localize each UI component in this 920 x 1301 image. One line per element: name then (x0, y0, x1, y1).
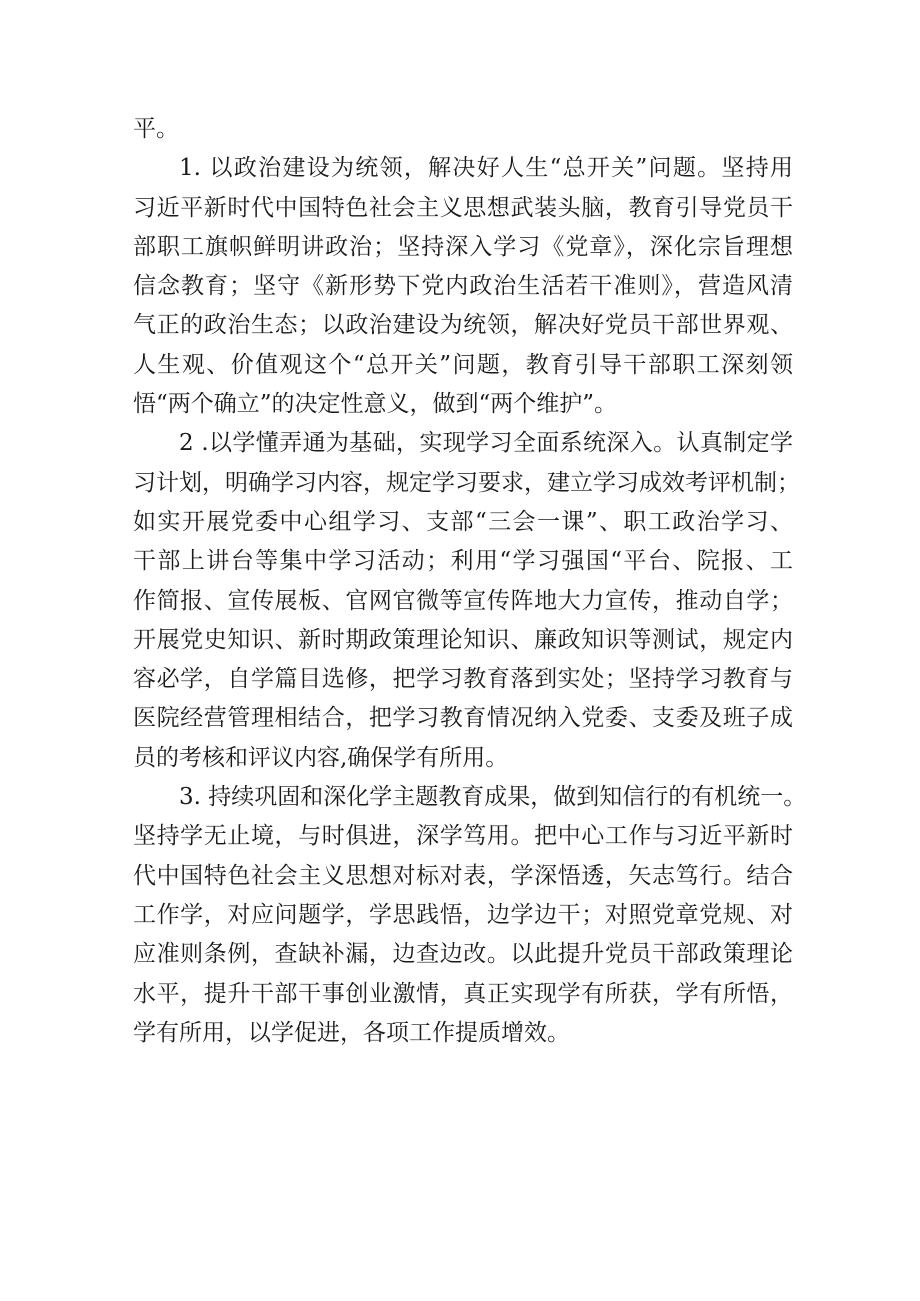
text-line: 开展党史知识、新时期政策理论知识、廉政知识等测试，规定内 (133, 626, 793, 653)
text-line: 气正的政治生态；以政治建设为统领，解决好党员干部世界观、 (133, 312, 793, 339)
text-line: 3. 持续巩固和深化学主题教育成果，做到知信行的有机统一。 (179, 784, 807, 811)
document-body (133, 110, 807, 1053)
text-line: 坚持学无止境，与时俱进，深学笃用。把中心工作与习近平新时 (133, 823, 793, 850)
text-line: 如实开展党委中心组学习、支部“三会一课”、职工政治学习、 (133, 508, 793, 535)
text-line: 医院经营管理相结合，把学习教育情况纳入党委、支委及班子成 (133, 705, 793, 732)
text-line: 员的考核和评议内容,确保学有所用。 (133, 744, 509, 771)
text-line: 习近平新时代中国特色社会主义思想武装头脑，教育引导党员干 (133, 194, 793, 221)
paragraph-continuation (133, 110, 793, 149)
text-line: 习计划，明确学习内容，规定学习要求，建立学习成效考评机制； (133, 469, 800, 496)
text-line: 干部上讲台等集中学习活动；利用“学习强国“平台、院报、工 (133, 548, 793, 575)
paragraph-item-2 (133, 424, 800, 778)
text-line: 学有所用，以学促进，各项工作提质增效。 (133, 1019, 570, 1046)
text-line: 人生观、价值观这个“总开关”问题，教育引导干部职工深刻领 (133, 351, 793, 378)
text-line: 部职工旗帜鲜明讲政治；坚持深入学习《党章》，深化宗旨理想 (133, 233, 793, 260)
text-line: 代中国特色社会主义思想对标对表，学深悟透，矢志笃行。结合 (133, 862, 793, 889)
text-line: 作简报、宣传展板、官网官微等宣传阵地大力宣传，推动自学； (133, 587, 793, 614)
paragraph-item-1 (133, 149, 793, 424)
text-line: 悟“两个确立”的决定性意义，做到“两个维护”。 (133, 391, 618, 418)
text-line: 容必学，自学篇目选修，把学习教育落到实处；坚持学习教育与 (133, 666, 793, 693)
text-line: 水平，提升干部干事创业激情，真正实现学有所获，学有所悟， (133, 980, 793, 1007)
paragraph-item-3 (133, 778, 807, 1053)
text-line: 应准则条例，查缺补漏，边查边改。以此提升党员干部政策理论 (133, 941, 793, 968)
text-line: 信念教育；坚守《新形势下党内政治生活若干准则》，营造风清 (133, 273, 793, 300)
text-line: 1. 以政治建设为统领，解决好人生“总开关”问题。坚持用 (179, 155, 793, 182)
text-line: 工作学，对应问题学，学思践悟，边学边干；对照党章党规、对 (133, 901, 793, 928)
text-line: 2 .以学懂弄通为基础，实现学习全面系统深入。认真制定学 (179, 430, 793, 457)
text-line: 平。 (133, 116, 179, 142)
